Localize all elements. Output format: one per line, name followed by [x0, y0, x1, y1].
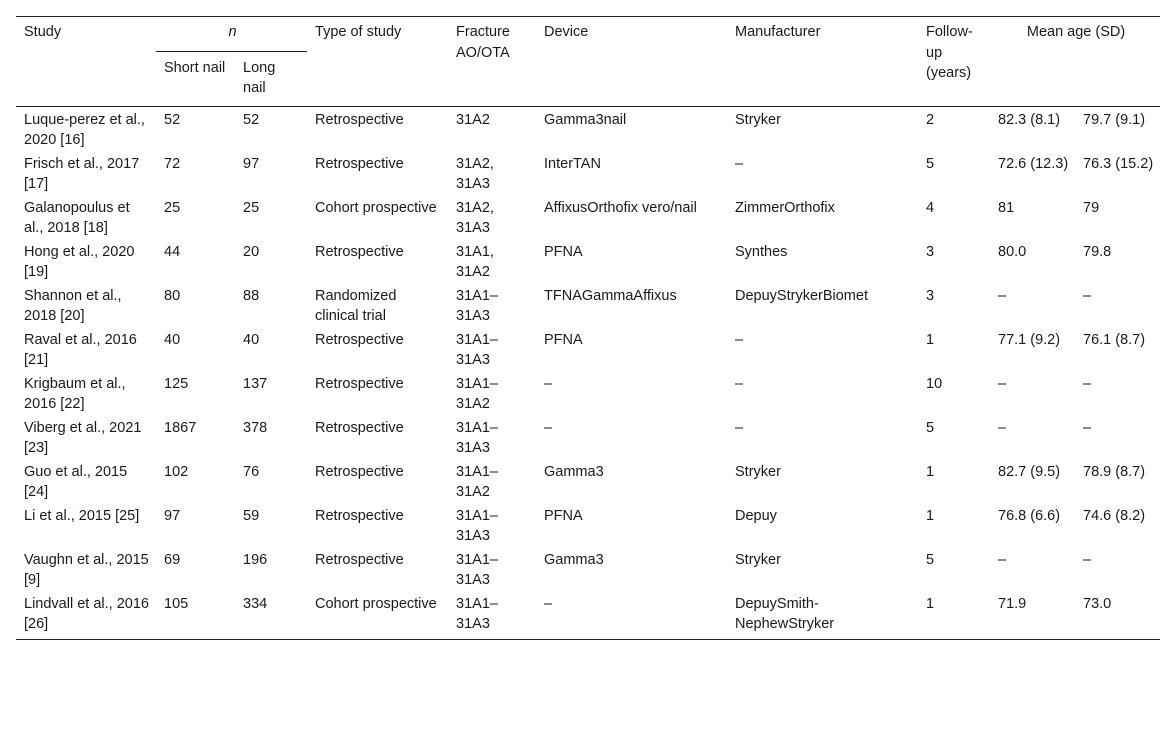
cell-device: Gamma3	[544, 463, 604, 480]
cell-study: Li et al., 2015 [25]	[24, 507, 140, 524]
cell-type: Retrospective	[315, 331, 404, 348]
header-fracture: Fracture AO/OTA	[448, 17, 536, 107]
cell-type: Cohort prospective	[307, 592, 448, 640]
cell-followup: 1	[926, 463, 935, 480]
cell-study: Luque-perez et al., 2020 [16]	[16, 106, 156, 152]
cell-device: PFNA	[544, 507, 583, 524]
table-row	[16, 416, 1160, 460]
cell-manufacturer: DepuyStrykerBiomet	[735, 287, 868, 304]
cell-followup: 1	[918, 592, 990, 640]
cell-long-nail: 334	[235, 592, 307, 640]
cell-short-nail: 80	[164, 287, 181, 304]
cell-type: Retrospective	[315, 419, 404, 436]
cell-fracture: 31A2, 31A3	[456, 155, 494, 192]
cell-age-short: –	[998, 375, 1007, 392]
cell-long-nail: 378	[243, 419, 268, 436]
cell-long-nail: 76	[243, 463, 260, 480]
table-body	[16, 106, 1160, 639]
cell-device: PFNA	[544, 243, 583, 260]
cell-manufacturer: ZimmerOrthofix	[735, 199, 835, 216]
cell-study: Viberg et al., 2021 [23]	[24, 419, 142, 456]
header-long-nail: Long nail	[235, 51, 307, 106]
cell-short-nail: 25	[164, 199, 181, 216]
cell-followup: 3	[926, 243, 935, 260]
cell-age-short: 82.7 (9.5)	[998, 463, 1061, 480]
cell-followup: 10	[926, 375, 943, 392]
table-row	[16, 284, 1160, 328]
cell-followup: 5	[926, 155, 935, 172]
cell-type: Retrospective	[315, 155, 404, 172]
cell-type: Retrospective	[315, 375, 404, 392]
cell-short-nail: 40	[164, 331, 181, 348]
cell-age-short: 77.1 (9.2)	[998, 331, 1061, 348]
cell-device: –	[536, 592, 727, 640]
table-row	[16, 240, 1160, 284]
cell-long-nail: 97	[243, 155, 260, 172]
table-row	[16, 372, 1160, 416]
cell-short-nail: 52	[156, 106, 235, 152]
cell-type: Retrospective	[315, 551, 404, 568]
cell-short-nail: 1867	[164, 419, 197, 436]
cell-age-short: –	[998, 419, 1007, 436]
header-device: Device	[536, 17, 727, 107]
cell-type: Retrospective	[315, 507, 404, 524]
cell-age-long: –	[1083, 375, 1092, 392]
cell-type: Retrospective	[307, 106, 448, 152]
cell-manufacturer: Stryker	[735, 463, 781, 480]
cell-study: Krigbaum et al., 2016 [22]	[24, 375, 126, 412]
cell-fracture: 31A1–31A3	[456, 507, 498, 544]
cell-fracture: 31A1–31A3	[456, 551, 498, 588]
cell-long-nail: 40	[243, 331, 260, 348]
cell-long-nail: 52	[235, 106, 307, 152]
table-row	[16, 548, 1160, 592]
cell-device: InterTAN	[544, 155, 601, 172]
cell-type: Cohort prospective	[315, 199, 437, 216]
cell-age-long: 79	[1083, 199, 1100, 216]
cell-manufacturer: –	[735, 331, 744, 348]
cell-age-long: 76.3 (15.2)	[1083, 155, 1154, 172]
table-row	[16, 328, 1160, 372]
cell-study: Lindvall et al., 2016 [26]	[16, 592, 156, 640]
cell-study: Hong et al., 2020 [19]	[24, 243, 135, 280]
cell-age-long: 74.6 (8.2)	[1083, 507, 1146, 524]
table-row	[16, 196, 1160, 240]
header-study: Study	[16, 17, 156, 107]
cell-followup: 1	[926, 331, 935, 348]
cell-short-nail: 97	[164, 507, 181, 524]
cell-age-long: 73.0	[1075, 592, 1160, 640]
cell-age-short: –	[998, 287, 1007, 304]
table-row	[16, 504, 1160, 548]
cell-device: –	[544, 419, 553, 436]
cell-study: Guo et al., 2015 [24]	[24, 463, 128, 500]
cell-short-nail: 69	[164, 551, 181, 568]
table-row	[16, 106, 1160, 152]
table-row	[16, 460, 1160, 504]
cell-manufacturer: –	[735, 375, 744, 392]
cell-device: PFNA	[544, 331, 583, 348]
header-type: Type of study	[307, 17, 448, 107]
header-manufacturer: Manufacturer	[727, 17, 918, 107]
table-header	[16, 17, 1160, 107]
cell-fracture: 31A1–31A3	[456, 331, 498, 368]
cell-age-long: –	[1083, 419, 1092, 436]
header-followup: Follow-up (years)	[918, 17, 990, 107]
cell-manufacturer: Stryker	[735, 551, 781, 568]
cell-short-nail: 72	[164, 155, 181, 172]
cell-long-nail: 137	[243, 375, 268, 392]
header-n	[156, 17, 307, 52]
cell-age-short: 76.8 (6.6)	[998, 507, 1061, 524]
cell-short-nail: 44	[164, 243, 181, 260]
header-short-nail: Short nail	[156, 51, 235, 106]
cell-followup: 5	[926, 551, 935, 568]
cell-device: Gamma3nail	[536, 106, 727, 152]
cell-fracture: 31A1–31A3	[456, 419, 498, 456]
cell-followup: 2	[918, 106, 990, 152]
cell-age-long: 79.8	[1083, 243, 1112, 260]
cell-fracture: 31A2	[448, 106, 536, 152]
cell-long-nail: 59	[243, 507, 260, 524]
cell-short-nail: 102	[164, 463, 189, 480]
cell-type: Retrospective	[315, 243, 404, 260]
cell-age-short: 81	[998, 199, 1015, 216]
cell-age-short: 80.0	[998, 243, 1027, 260]
cell-fracture: 31A1–31A3	[456, 287, 498, 324]
studies-table	[16, 16, 1160, 640]
cell-age-long: 79.7 (9.1)	[1075, 106, 1160, 152]
cell-long-nail: 88	[243, 287, 260, 304]
cell-followup: 5	[926, 419, 935, 436]
cell-long-nail: 25	[243, 199, 260, 216]
cell-study: Raval et al., 2016 [21]	[24, 331, 137, 368]
cell-study: Shannon et al., 2018 [20]	[24, 287, 122, 324]
cell-study: Vaughn et al., 2015 [9]	[24, 551, 149, 588]
cell-age-long: 78.9 (8.7)	[1083, 463, 1146, 480]
cell-fracture: 31A1–31A3	[448, 592, 536, 640]
cell-fracture: 31A1–31A2	[456, 463, 498, 500]
cell-device: AffixusOrthofix vero/nail	[544, 199, 697, 216]
table-row	[16, 152, 1160, 196]
cell-long-nail: 20	[243, 243, 260, 260]
cell-manufacturer: –	[735, 155, 744, 172]
cell-followup: 3	[926, 287, 935, 304]
cell-study: Galanopoulus et al., 2018 [18]	[24, 199, 130, 236]
cell-age-short: –	[998, 551, 1007, 568]
cell-short-nail: 125	[164, 375, 189, 392]
cell-short-nail: 105	[156, 592, 235, 640]
cell-fracture: 31A1, 31A2	[456, 243, 494, 280]
cell-device: TFNAGammaAffixus	[544, 287, 677, 304]
cell-long-nail: 196	[243, 551, 268, 568]
header-mean-age: Mean age (SD)	[990, 17, 1160, 107]
header-n-text: n	[228, 24, 237, 40]
cell-manufacturer: Depuy	[735, 507, 777, 524]
cell-type: Randomized clinical trial	[315, 287, 397, 324]
cell-followup: 1	[926, 507, 935, 524]
cell-manufacturer: –	[735, 419, 744, 436]
cell-manufacturer: Stryker	[727, 106, 918, 152]
cell-followup: 4	[926, 199, 935, 216]
cell-age-short: 72.6 (12.3)	[998, 155, 1069, 172]
cell-age-long: 76.1 (8.7)	[1083, 331, 1146, 348]
cell-age-short: 82.3 (8.1)	[990, 106, 1075, 152]
cell-fracture: 31A1–31A2	[456, 375, 498, 412]
cell-manufacturer: Synthes	[735, 243, 788, 260]
cell-age-long: –	[1083, 287, 1092, 304]
table-row	[16, 592, 1160, 640]
cell-age-short: 71.9	[990, 592, 1075, 640]
cell-device: –	[544, 375, 553, 392]
cell-device: Gamma3	[544, 551, 604, 568]
cell-study: Frisch et al., 2017 [17]	[24, 155, 140, 192]
cell-fracture: 31A2, 31A3	[456, 199, 494, 236]
cell-manufacturer: DepuySmith-NephewStryker	[727, 592, 918, 640]
cell-age-long: –	[1083, 551, 1092, 568]
cell-type: Retrospective	[315, 463, 404, 480]
